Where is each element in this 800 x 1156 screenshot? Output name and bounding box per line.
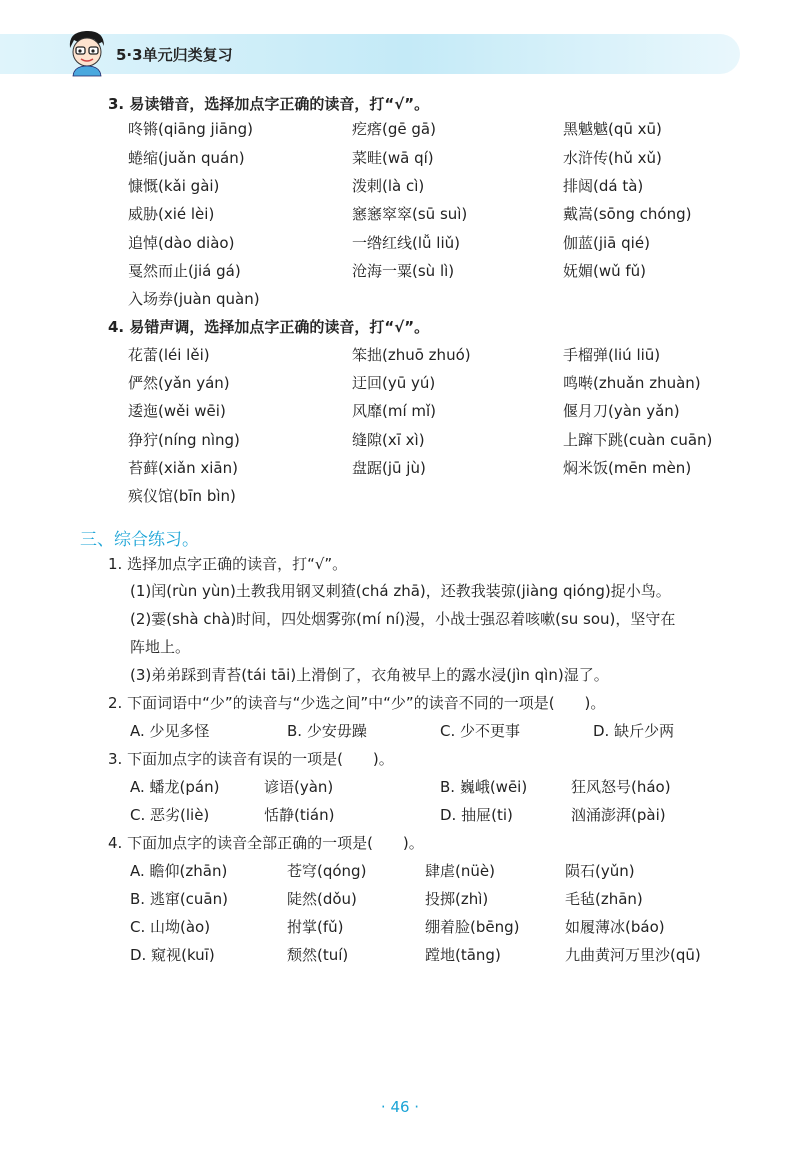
s3-q3-option: 汹涌澎湃(pài) [571,806,666,824]
s3-q3-option[interactable]: A. 蟠龙(pán) [130,778,220,796]
s3-q4-option: 陡然(dǒu) [287,890,357,908]
q3-item[interactable]: 沧海一粟(sù lì) [352,262,455,280]
s3-q4-option: 如履薄冰(báo) [565,918,665,936]
q4-item[interactable]: 焖米饭(mēn mèn) [563,459,692,477]
header-band [0,34,740,74]
q3-item[interactable]: 咚锵(qiāng jiāng) [128,120,253,138]
q3-item[interactable]: 黑魆魆(qū xū) [563,120,662,138]
s3-q4-option: 蹚地(tāng) [425,946,501,964]
q4-item[interactable]: 手榴弹(liú liū) [563,346,661,364]
s3-q4-option[interactable]: D. 窥视(kuī) [130,946,215,964]
s3-q2-option[interactable]: B. 少安毋躁 [287,722,367,740]
q4-item[interactable]: 狰狞(níng nìng) [128,431,240,449]
s3-q4-option[interactable]: A. 瞻仰(zhān) [130,862,228,880]
s3-q4-option: 陨石(yǔn) [565,862,635,880]
q4-item[interactable]: 俨然(yǎn yán) [128,374,230,392]
q4-item[interactable]: 笨拙(zhuō zhuó) [352,346,471,364]
q3-item[interactable]: 菜畦(wā qí) [352,149,434,167]
q4-item[interactable]: 上蹿下跳(cuàn cuān) [563,431,713,449]
q3-item[interactable]: 威胁(xié lèi) [128,205,215,223]
q3-title: 3. 易读错音，选择加点字正确的读音，打“√”。 [108,95,430,113]
s3-q3-option[interactable]: B. 巍峨(wēi) [440,778,528,796]
s3-q4-option: 绷着脸(bēng) [425,918,520,936]
page-number: · 46 · [380,1098,420,1116]
q3-item[interactable]: 疙瘩(gē gā) [352,120,436,138]
q4-item[interactable]: 殡仪馆(bīn bìn) [128,487,236,505]
s3-q1-line[interactable]: (3)弟弟踩到青苔(tái tāi)上滑倒了，衣角被早上的露水浸(jìn qìn)湿了。 [130,666,609,684]
q3-item[interactable]: 伽蓝(jiā qié) [563,234,650,252]
q4-item[interactable]: 风靡(mí mǐ) [352,402,437,420]
q3-item[interactable]: 入场券(juàn quàn) [128,290,260,308]
q4-item[interactable]: 盘踞(jū jù) [352,459,426,477]
s3-q3-option: 谚语(yàn) [264,778,334,796]
s3-q3-option[interactable]: D. 抽屉(ti) [440,806,513,824]
s3-q1-line: 阵地上。 [130,638,191,656]
s3-q1-stem: 1. 选择加点字正确的读音，打“√”。 [108,555,348,573]
q4-item[interactable]: 花蕾(léi lěi) [128,346,210,364]
s3-q4-option: 肆虐(nüè) [425,862,495,880]
s3-q4-option: 拊掌(fǔ) [287,918,344,936]
q4-item[interactable]: 鸣啭(zhuǎn zhuàn) [563,374,701,392]
s3-q4-option[interactable]: C. 山坳(ào) [130,918,211,936]
s3-q2-option[interactable]: D. 缺斤少两 [593,722,675,740]
s3-q3-stem: 3. 下面加点字的读音有误的一项是( )。 [108,750,394,768]
section-title: 三、综合练习。 [80,530,199,550]
s3-q4-option: 颓然(tuí) [287,946,349,964]
s3-q2-stem: 2. 下面词语中“少”的读音与“少选之间”中“少”的读音不同的一项是( )。 [108,694,606,712]
s3-q3-option[interactable]: C. 恶劣(liè) [130,806,210,824]
q3-item[interactable]: 排闼(dá tà) [563,177,644,195]
q4-item[interactable]: 偃月刀(yàn yǎn) [563,402,680,420]
q3-item[interactable]: 泼剌(là cì) [352,177,425,195]
q4-item[interactable]: 迂回(yū yú) [352,374,436,392]
s3-q1-line[interactable]: (1)闰(rùn yùn)土教我用钢叉刺猹(chá zhā)，还教我装弶(jiàng qióng)捉小鸟。 [130,582,671,600]
q3-item[interactable]: 窸窸窣窣(sū suì) [352,205,468,223]
header-title: 5·3单元归类复习 [116,46,233,64]
q3-item[interactable]: 追悼(dào diào) [128,234,235,252]
q4-item[interactable]: 逶迤(wěi wēi) [128,402,226,420]
q3-item[interactable]: 戛然而止(jiá gá) [128,262,241,280]
mascot-icon [64,28,110,78]
s3-q4-stem: 4. 下面加点字的读音全部正确的一项是( )。 [108,834,424,852]
q3-item[interactable]: 戴嵩(sōng chóng) [563,205,692,223]
q3-item[interactable]: 慷慨(kǎi gài) [128,177,220,195]
q4-title: 4. 易错声调，选择加点字正确的读音，打“√”。 [108,318,430,336]
s3-q3-option: 狂风怒号(háo) [571,778,671,796]
s3-q4-option: 九曲黄河万里沙(qū) [565,946,701,964]
s3-q2-option[interactable]: A. 少见多怪 [130,722,210,740]
s3-q4-option: 投掷(zhì) [425,890,489,908]
s3-q4-option[interactable]: B. 逃窜(cuān) [130,890,228,908]
q4-item[interactable]: 缝隙(xī xì) [352,431,425,449]
s3-q1-line[interactable]: (2)霎(shà chà)时间，四处烟雾弥(mí ní)漫，小战士强忍着咳嗽(su sou)，坚守在 [130,610,676,628]
q3-item[interactable]: 蜷缩(juǎn quán) [128,149,245,167]
q3-item[interactable]: 一绺红线(lǚ liǔ) [352,234,460,252]
s3-q4-option: 毛毡(zhān) [565,890,643,908]
s3-q2-option[interactable]: C. 少不更事 [440,722,521,740]
q3-item[interactable]: 水浒传(hǔ xǔ) [563,149,662,167]
s3-q4-option: 苍穹(qóng) [287,862,367,880]
s3-q3-option: 恬静(tián) [264,806,335,824]
q3-item[interactable]: 妩媚(wǔ fǔ) [563,262,647,280]
q4-item[interactable]: 苔藓(xiǎn xiān) [128,459,238,477]
